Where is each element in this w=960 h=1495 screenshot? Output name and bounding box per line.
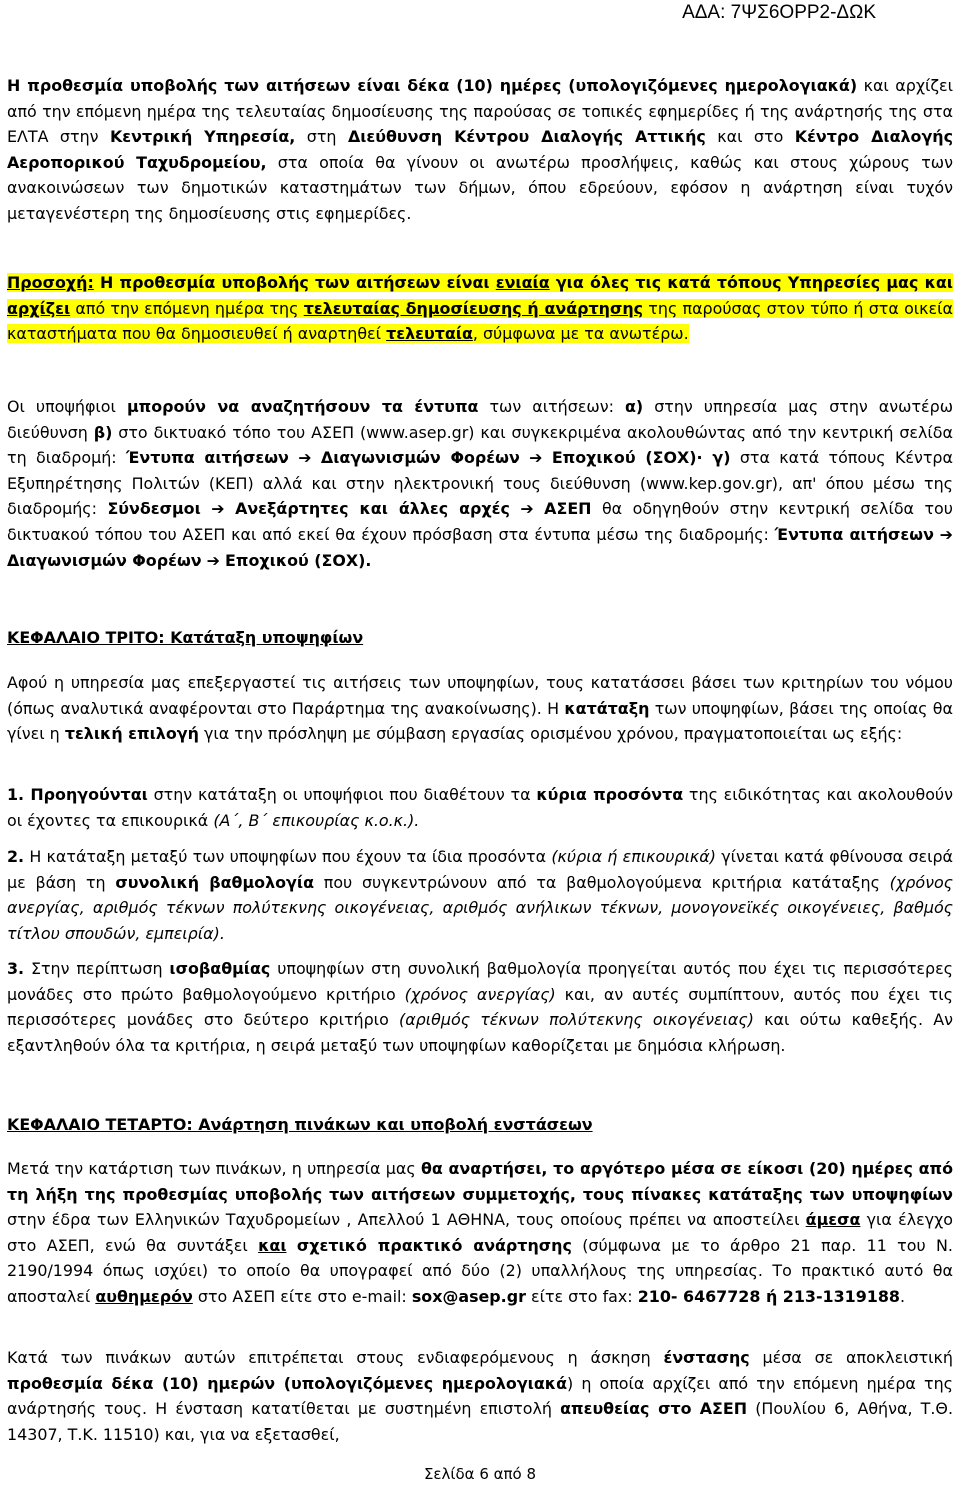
ranking-intro-paragraph: Αφού η υπηρεσία μας επεξεργαστεί τις αιτήσεις των υποψηφίων, τους κατατάσσει βάσει των κριτηρίων του νόμου (όπως αναλυτικά αναφέρονται στο Παράρτημα της ανακοίνωσης). Η κατάταξη των υποψηφίων, βάσει της οποίας θα γίνει η τελική επιλογή για την πρόσληψη με σύμβαση εργασίας ορισμένου χρόνου, πραγματοποιείται ως εξής: <box>7 673 953 744</box>
arrow-icon: ➔ <box>206 550 220 570</box>
document-code: ΑΔΑ: 7ΨΣ6ΟΡΡ2-ΔΩΚ <box>682 2 876 23</box>
arrow-icon: ➔ <box>939 524 953 544</box>
tables-posting-paragraph: Μετά την κατάρτιση των πινάκων, η υπηρεσία μας θα αναρτήσει, το αργότερο μέσα σε είκοσι (20) ημέρες από τη λήξη της προθεσμίας υποβολής των αιτήσεων συμμετοχής, τους πίνακες κατάταξης των υποψηφίων στην έδρα των Ελληνικών Ταχυδρομείων , Απελλού 1 ΑΘΗΝΑ, τους οποίους πρέπει να αποστείλει άμεσα για έλεγχο στο ΑΣΕΠ, ενώ θα συντάξει και σχετικό πρακτικό ανάρτησης (σύμφωνα με το άρθρο 21 παρ. 11 του Ν. 2190/1994 όπως ισχύει) το οποίο θα υπογραφεί από δύο (2) υπαλλήλους της υπηρεσίας. Το πρακτικό αυτό θα αποσταλεί αυθημερόν στο ΑΣΕΠ είτε στο e-mail: sox@asep.gr είτε στο fax: 210- 6467728 ή 213-1319188. <box>7 1159 954 1306</box>
forms-paragraph: Οι υποψήφιοι μπορούν να αναζητήσουν τα έντυπα των αιτήσεων: α) στην υπηρεσία μας στην ανωτέρω διεύθυνση β) στο δικτυακό τόπο του ΑΣΕΠ (www.asep.gr) και συγκεκριμένα ακολουθώντας από την κεντρική σελίδα τη διαδρομή: Έντυπα αιτήσεων ➔ Διαγωνισμών Φορέων ➔ Εποχικού (ΣΟΧ)· γ) στα κατά τόπους Κέντρα Εξυπηρέτησης Πολιτών (ΚΕΠ) αλλά και στην ηλεκτρονική τους διεύθυνση (www.kep.gov.gr), απ' όπου μέσω της διαδρομής: Σύνδεσμοι ➔ Ανεξάρτητες και άλλες αρχές ➔ ΑΣΕΠ θα οδηγηθούν στην κεντρική σελίδα του δικτυακού τόπου του ΑΣΕΠ και από εκεί θα έχουν πρόσβαση στα έντυπα μέσω της διαδρομής: Έντυπα αιτήσεων ➔ Διαγωνισμών Φορέων ➔ Εποχικού (ΣΟΧ). <box>7 397 954 570</box>
ranking-item-1: 1. Προηγούνται στην κατάταξη οι υποψήφιοι που διαθέτουν τα κύρια προσόντα της ειδικότητας και ακολουθούν οι έχοντες τα επικουρικά (Α΄, Β΄ επικουρίας κ.ο.κ.). <box>7 785 954 830</box>
attention-paragraph: Προσοχή: Η προθεσμία υποβολής των αιτήσεων είναι ενιαία για όλες τις κατά τόπους Υπηρεσίες μας και αρχίζει από την επόμενη ημέρα της τελευταίας δημοσίευσης ή ανάρτησης της παρούσας στον τύπο ή στα οικεία καταστήματα που θα δημοσιευθεί ή αναρτηθεί τελευταία, σύμφωνα με τα ανωτέρω. <box>7 273 953 344</box>
chapter-three-heading: ΚΕΦΑΛΑΙΟ ΤΡΙΤΟ: Κατάταξη υποψηφίων <box>7 628 364 647</box>
objection-paragraph: Κατά των πινάκων αυτών επιτρέπεται στους ενδιαφερόμενους η άσκηση ένστασης μέσα σε αποκλειστική προθεσμία δέκα (10) ημερών (υπολογιζόμενες ημερολογιακά) η οποία αρχίζει από την επόμενη ημέρα της ανάρτησής τους. Η ένσταση κατατίθεται με συστημένη επιστολή απευθείας στο ΑΣΕΠ (Πουλίου 6, Αθήνα, Τ.Θ. 14307, Τ.Κ. 11510) και, για να εξετασθεί, <box>7 1348 953 1444</box>
arrow-icon: ➔ <box>520 499 534 519</box>
page-number: Σελίδα 6 από 8 <box>423 1465 537 1483</box>
arrow-icon: ➔ <box>211 499 225 519</box>
deadline-paragraph: Η προθεσμία υποβολής των αιτήσεων είναι δέκα (10) ημέρες (υπολογιζόμενες ημερολογιακά) και αρχίζει από την επόμενη ημέρα της τελευταίας δημοσίευσης της παρούσας σε τοπικές εφημερίδες ή της ανάρτησής της στα ΕΛΤΑ στην Κεντρική Υπηρεσία, στη Διεύθυνση Κέντρου Διαλογής Αττικής και στο Κέντρο Διαλογής Αεροπορικού Ταχυδρομείου, στα οποία θα γίνουν οι ανωτέρω προσλήψεις, καθώς και στους χώρους των ανακοινώσεων των δημοτικών καταστημάτων των δήμων, όπου εδρεύουν, εφόσον η ανάρτηση είναι τυχόν μεταγενέστερη της δημοσίευσης στις εφημερίδες. <box>7 76 954 223</box>
arrow-icon: ➔ <box>529 448 543 468</box>
arrow-icon: ➔ <box>298 448 312 468</box>
ranking-item-3: 3. Στην περίπτωση ισοβαθμίας υποψηφίων στη συνολική βαθμολογία προηγείται αυτός που έχει τις περισσότερες μονάδες στο πρώτο βαθμολογούμενο κριτήριο (χρόνος ανεργίας) και, αν αυτές συμπίπτουν, αυτός που έχει τις περισσότερες μονάδες στο δεύτερο κριτήριο (αριθμός τέκνων πολύτεκνης οικογένειας) και ούτω καθεξής. Αν εξαντληθούν όλα τα κριτήρια, η σειρά μεταξύ των υποψηφίων καθορίζεται με δημόσια κλήρωση. <box>7 959 953 1055</box>
chapter-four-heading: ΚΕΦΑΛΑΙΟ ΤΕΤΑΡΤΟ: Ανάρτηση πινάκων και υποβολή ενστάσεων <box>7 1115 593 1134</box>
ranking-item-2: 2. Η κατάταξη μεταξύ των υποψηφίων που έχουν τα ίδια προσόντα (κύρια ή επικουρικά) γίνεται κατά φθίνουσα σειρά με βάση τη συνολική βαθμολογία που συγκεντρώνουν από τα βαθμολογούμενα κριτήρια κατάταξης (χρόνος ανεργίας, αριθμός τέκνων πολύτεκνης οικογένειας, αριθμός ανήλικων τέκνων, μονογονεϊκές οικογένειες, βαθμός τίτλου σπουδών, εμπειρία). <box>7 847 954 943</box>
